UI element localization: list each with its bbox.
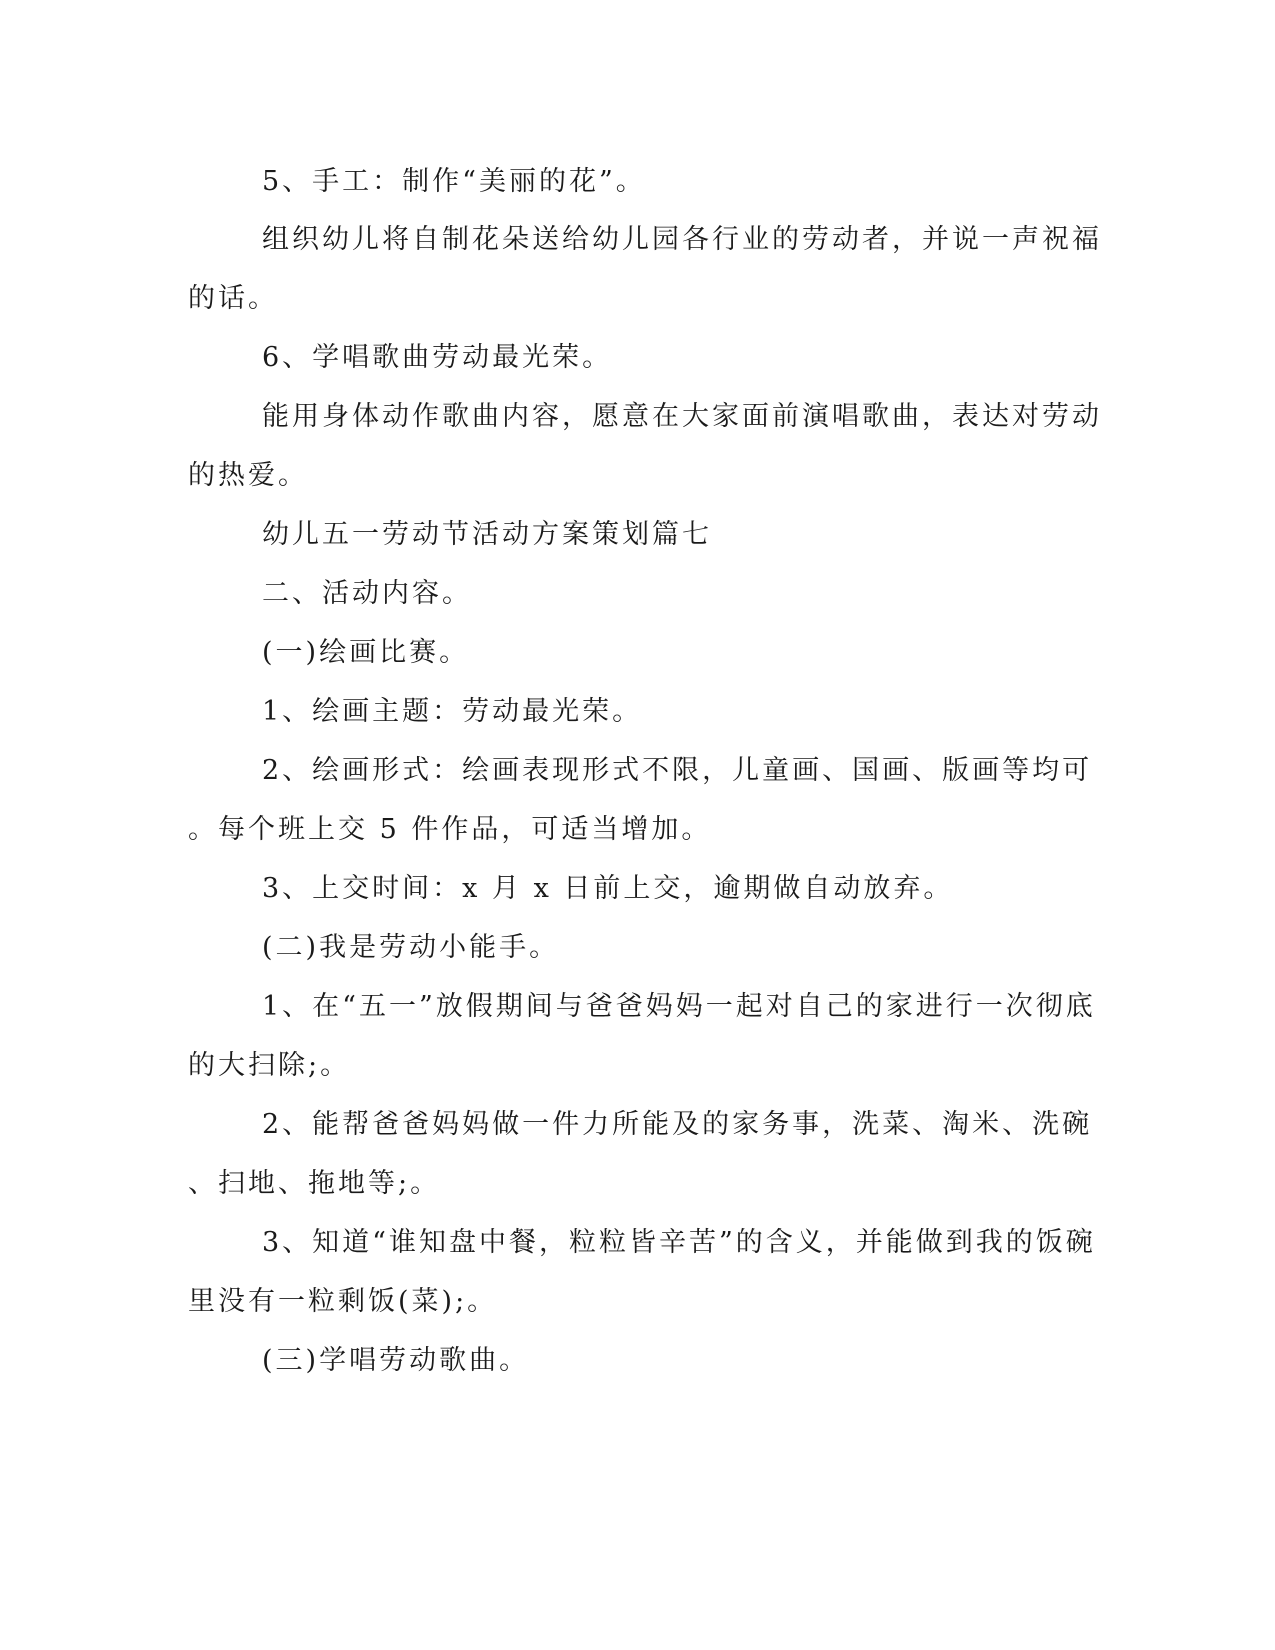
item-housework-line1: 2、能帮爸爸妈妈做一件力所能及的家务事，洗菜、淘米、洗碗	[262, 1109, 1093, 1140]
paragraph-body-movement-line1: 能用身体动作歌曲内容，愿意在大家面前演唱歌曲，表达对劳动	[262, 401, 1102, 432]
item-no-waste-line2: 里没有一粒剩饭(菜);。	[188, 1286, 498, 1317]
heading-labor-helper: (二)我是劳动小能手。	[262, 932, 560, 963]
item-no-waste-line1: 3、知道“谁知盘中餐，粒粒皆辛苦”的含义，并能做到我的饭碗	[262, 1227, 1096, 1258]
item-drawing-theme: 1、绘画主题：劳动最光荣。	[262, 696, 643, 727]
item-submission-time: 3、上交时间：x 月 x 日前上交，逾期做自动放弃。	[262, 873, 954, 904]
item-cleaning-line1: 1、在“五一”放假期间与爸爸妈妈一起对自己的家进行一次彻底	[262, 991, 1096, 1022]
paragraph-body-movement-line2: 的热爱。	[188, 460, 308, 491]
item-drawing-form-line2: 。每个班上交 5 件作品，可适当增加。	[188, 814, 712, 845]
heading-drawing-contest: (一)绘画比赛。	[262, 637, 470, 668]
item-5-handcraft: 5、手工：制作“美丽的花”。	[262, 166, 646, 197]
paragraph-flower-gift-line2: 的话。	[188, 283, 278, 314]
item-housework-line2: 、扫地、拖地等;。	[188, 1168, 441, 1199]
item-6-sing-song: 6、学唱歌曲劳动最光荣。	[262, 342, 613, 373]
paragraph-flower-gift-line1: 组织幼儿将自制花朵送给幼儿园各行业的劳动者，并说一声祝福	[262, 224, 1102, 255]
section-heading: 幼儿五一劳动节活动方案策划篇七	[262, 519, 712, 550]
item-drawing-form-line1: 2、绘画形式：绘画表现形式不限，儿童画、国画、版画等均可	[262, 755, 1093, 786]
heading-activity-content: 二、活动内容。	[262, 578, 472, 609]
heading-labor-songs: (三)学唱劳动歌曲。	[262, 1345, 530, 1376]
item-cleaning-line2: 的大扫除;。	[188, 1050, 351, 1081]
